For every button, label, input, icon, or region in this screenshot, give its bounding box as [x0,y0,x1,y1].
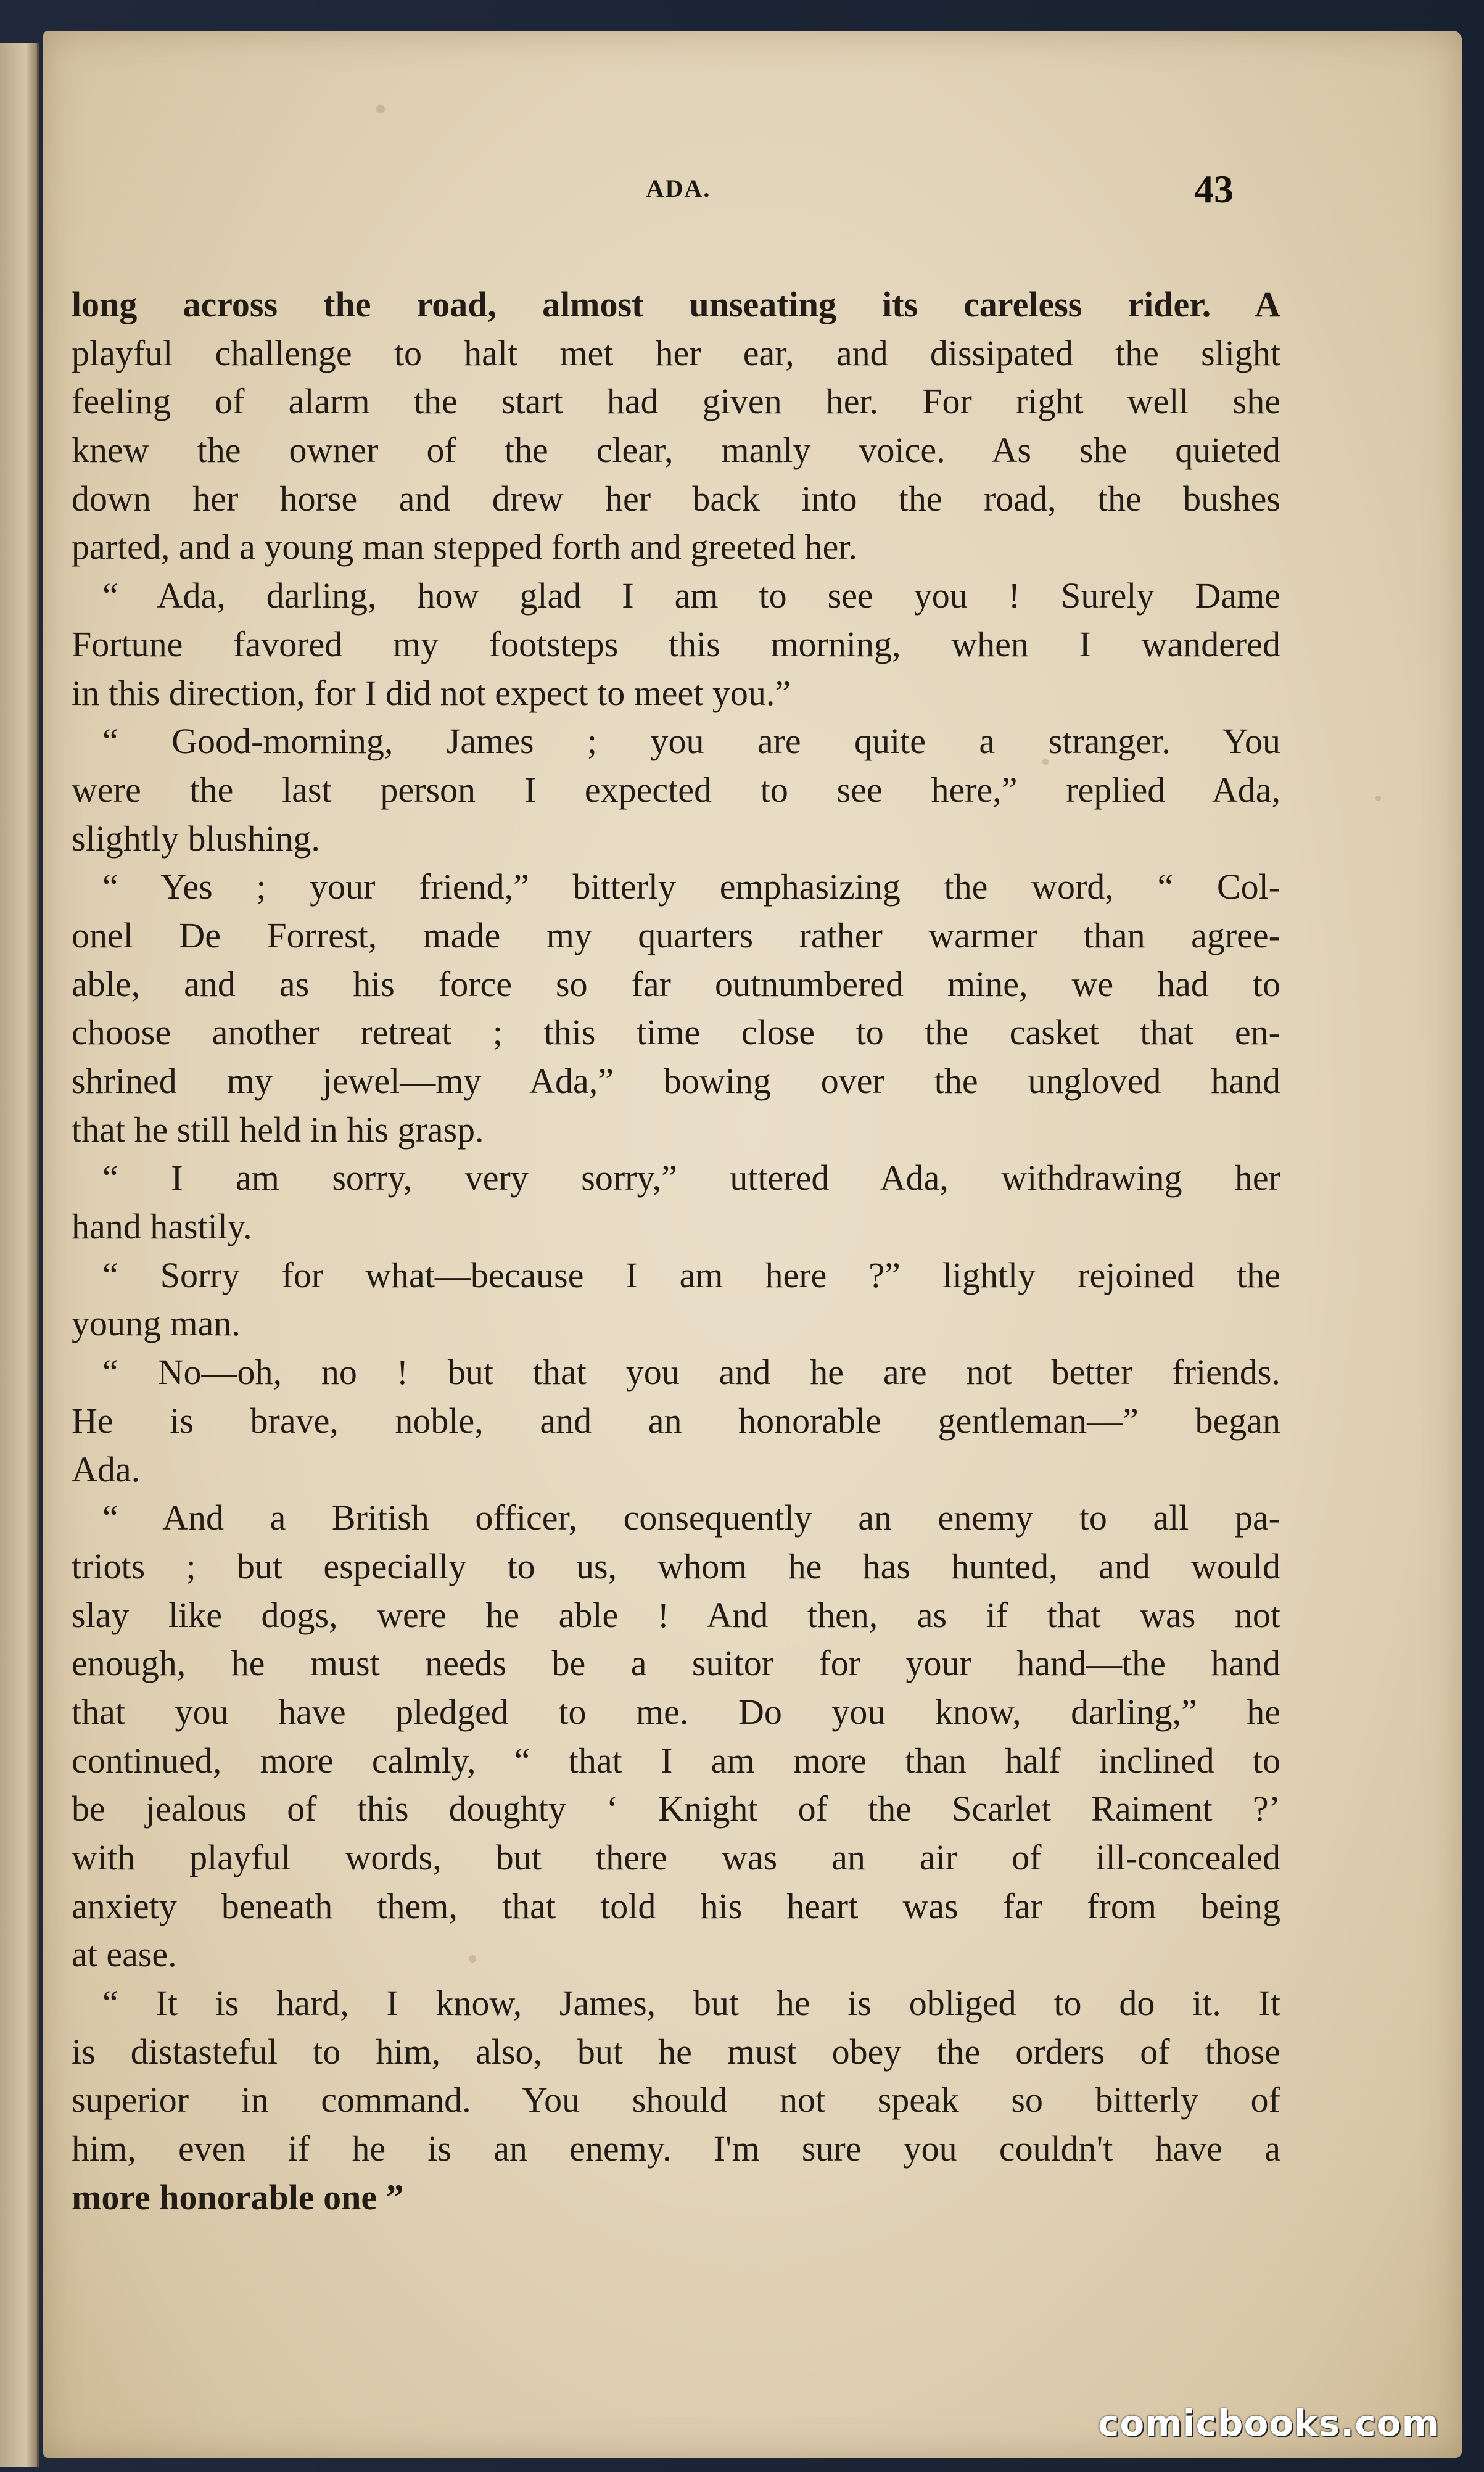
text-line: onel De Forrest, made my quarters rather warmer than agree- [72,915,1280,955]
text-line: Ada. [72,1449,141,1489]
text-line: were the last person I expected to see here,” replied Ada, [72,769,1280,810]
text-line: “ No—oh, no ! but that you and he are not better friends. [102,1352,1280,1393]
text-line: triots ; but especially to us, whom he has hunted, and would [72,1546,1280,1586]
text-line: continued, more calmly, “ that I am more than half inclined to [72,1740,1280,1781]
page-header [43,167,1462,223]
text-line: superior in command. You should not speak so bitterly of [72,2080,1280,2120]
text-line: that he still held in his grasp. [72,1109,484,1150]
text-line: enough, he must needs be a suitor for your hand—the hand [72,1643,1280,1684]
text-line: “ Ada, darling, how glad I am to see you ! Surely Dame [102,575,1280,616]
text-line: shrined my jewel—my Ada,” bowing over the ungloved hand [72,1061,1280,1101]
text-line: long across the road, almost unseating its careless rider. A [72,284,1280,324]
text-line: “ Sorry for what—because I am here ?” lightly rejoined the [102,1255,1280,1295]
text-line: down her horse and drew her back into the road, the bushes [72,478,1280,519]
text-line: knew the owner of the clear, manly voice. As she quieted [72,430,1280,471]
running-title: ADA. [646,175,711,202]
body-text [72,281,1280,2222]
page-number: 43 [1194,167,1234,211]
text-line: choose another retreat ; this time close to the casket that en- [72,1012,1280,1053]
text-line: “ It is hard, I know, James, but he is obliged to do it. It [102,1983,1280,2024]
text-line: with playful words, but there was an air of ill-concealed [72,1837,1280,1877]
text-line: young man. [72,1303,241,1344]
text-line: be jealous of this doughty ‘ Knight of the Scarlet Raiment ?’ [72,1789,1280,1829]
text-line: “ Good-morning, James ; you are quite a stranger. You [102,721,1280,762]
foxing-spot [376,105,385,113]
text-line: He is brave, noble, and an honorable gentleman—” began [72,1400,1280,1441]
text-line: is distasteful to him, also, but he must obey the orders of those [72,2031,1280,2072]
text-line: in this direction, for I did not expect to meet you.” [72,672,791,713]
text-line: anxiety beneath them, that told his heart was far from being [72,1885,1280,1926]
text-line: feeling of alarm the start had given her. For right well she [72,381,1280,422]
text-line: slay like dogs, were he able ! And then, as if that was not [72,1594,1280,1635]
text-line: at ease. [72,1934,177,1975]
text-line: more honorable one ” [72,2177,404,2217]
book-page [43,31,1462,2458]
text-line: “ Yes ; your friend,” bitterly emphasizing the word, “ Col- [102,867,1280,907]
text-line: hand hastily. [72,1206,252,1247]
text-line: slightly blushing. [72,818,320,859]
text-line: able, and as his force so far outnumbered mine, we had to [72,963,1280,1004]
site-watermark: comicbooks.com [1098,2402,1440,2444]
foxing-spot [1375,796,1381,801]
text-line: Fortune favored my footsteps this morning, when I wandered [72,624,1280,664]
text-line: parted, and a young man stepped forth and greeted her. [72,527,857,567]
facing-page-edge [0,43,39,2467]
text-line: him, even if he is an enemy. I'm sure you couldn't have a [72,2128,1280,2169]
text-line: “ And a British officer, consequently an enemy to all pa- [102,1498,1280,1538]
text-line: “ I am sorry, very sorry,” uttered Ada, withdrawing her [102,1158,1280,1198]
text-line: playful challenge to halt met her ear, and dissipated the slight [72,332,1280,373]
text-line: that you have pledged to me. Do you know, darling,” he [72,1691,1280,1732]
